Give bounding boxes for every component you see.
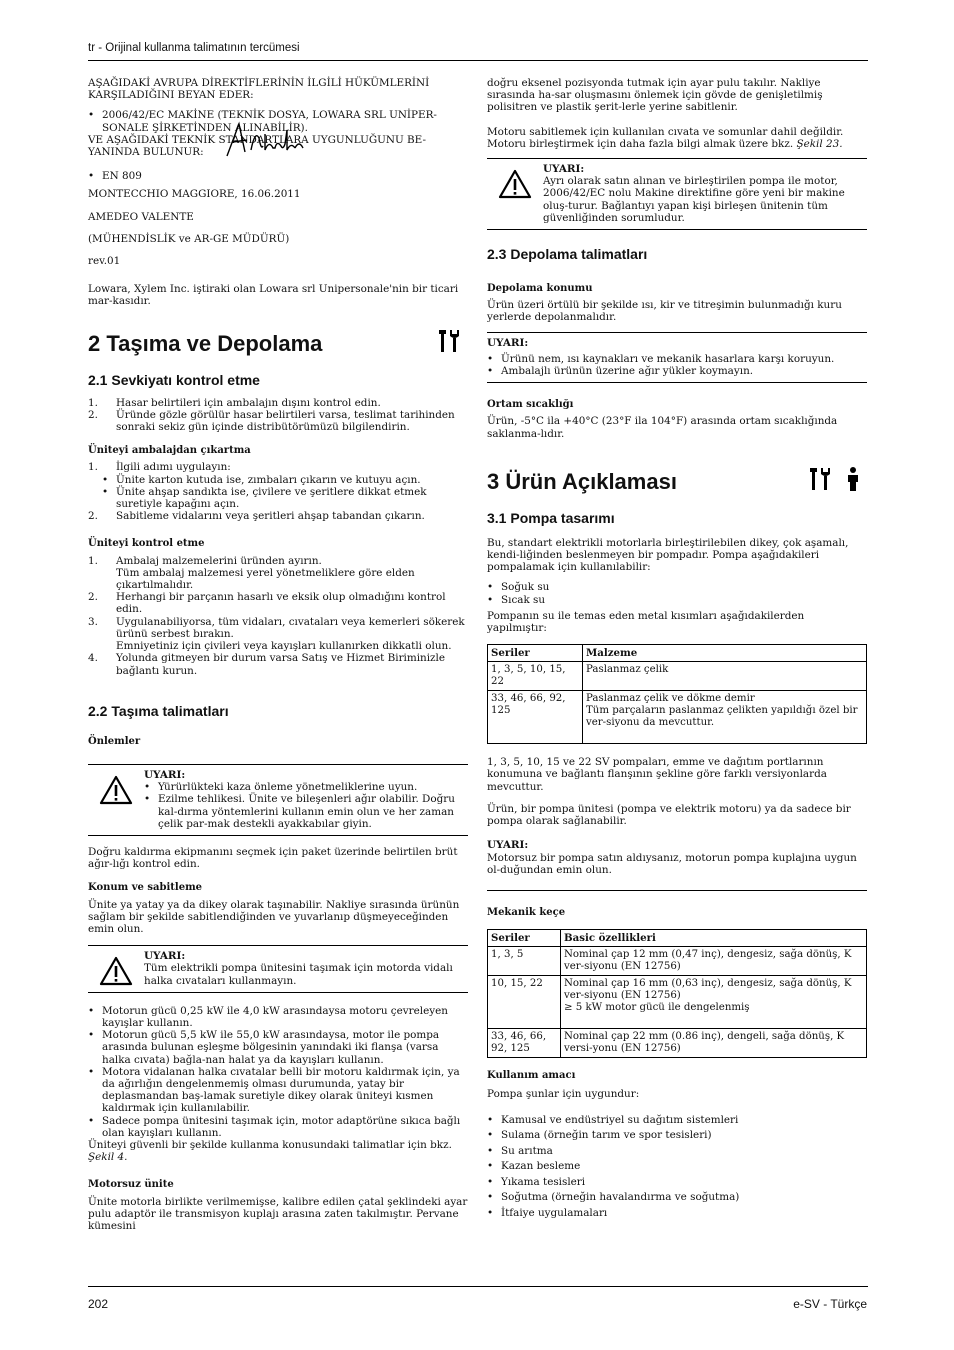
section-2-title: 2 Taşıma ve Depolama [88,330,323,356]
warning-box-plain [487,839,867,891]
ambient-text: Ürün, -5°C ila +40°C (23°F ila 104°F) arasında ortam sıcaklığında saklanma-lıdır. [487,415,838,440]
check-unit-title: Üniteyi kontrol etme [88,538,205,550]
table-cell: Nominal çap 12 mm (0,47 inç), dengesiz, sağa dönüş, K ver-siyonu (EN 12756) [561,947,867,976]
intended-use-text: Pompa şunlar için uygundur: [487,1088,640,1101]
versions-text: 1, 3, 5, 10, 15 ve 22 SV pompaları, emme ve dağıtım portlarının konumuna ve bağlantı flanşının şekline göre farklı versiyonlarda mevcuttur. [487,756,827,793]
table-cell: 1, 3, 5, 10, 15, 22 [488,662,583,691]
mechanical-seal-title: Mekanik keçe [487,906,566,918]
section-3-title: 3 Ürün Açıklaması [487,468,677,494]
position-text: Ünite ya yatay ya da dikey olarak taşınabilir. Nakliye sırasında ürünün sağlam bir şekilde sabitlendiğinden ve yuvarlanıp düşmeyeceğinden emin olun. [88,898,460,935]
warning-box [88,945,468,993]
list-item: • Soğutma (örneğin havalandırma ve soğutma) [487,1190,867,1206]
table-row [488,947,867,976]
standards-text: VE AŞAĞIDAKİ TEKNİK STANDARTLARA UYGUNLUĞUNU BE-YANINDA BULUNUR: [88,133,426,159]
list-item: 2. Üründe gözle görülür hasar belirtileri varsa, teslimat tarihinden sonraki sekiz gün içinde distribütörümüzü bilgilendirin. [88,408,455,434]
continued-text: doğru eksenel pozisyonda tutmak için ayar pulu takılır. Nakliye sırasında ha-sar oluşmasını önlemek için gövde de genişletilmiş polisitren ve plastik şerit-lerle yerine sabitlenir. [487,77,823,114]
materials-table [487,644,867,744]
header-rule [88,60,868,61]
list-item: • Motorun gücü 0,25 kW ile 4,0 kW arasındaysa motoru çevreleyen kayışlar kullanın. [88,1005,468,1029]
list-item: • Kamusal ve endüstriyel su dağıtım sistemleri [487,1113,867,1129]
precautions-title: Önlemler [88,735,141,747]
unpack-title: Üniteyi ambalajdan çıkartma [88,445,251,457]
footer-rule [88,1286,868,1287]
list-item: • Motora vidalanan halka cıvatalar belli bir motoru kaldırmak için, ya da ağırlığın dengelenmemiş olması durumunda, yatay bir deplasmandan baş-lamak suretiyle dikey olarak üniteyi kısmen kaldırmak için kullanılabilir. [88,1066,468,1115]
warning-icon [88,769,144,830]
warning-list [144,781,468,830]
list-item: • Yürürlükteki kaza önleme yönetmeliklerine uyun. [144,781,468,793]
trademark-text: Lowara, Xylem Inc. iştiraki olan Lowara srl Unipersonale'nin bir ticari mar-kasıdır. [88,283,459,308]
list-item: • Su arıtma [487,1144,867,1160]
check-unit-list [88,555,468,677]
tools-person-icon [809,466,865,498]
signer-role: (MÜHENDİSLİK ve AR-GE MÜDÜRÜ) [88,232,290,245]
column-header: Malzeme [583,645,867,662]
list-item: 1. İlgili adımı uygulayın: • Ünite karton kutuda ise, zımbaları çıkarın ve kutuyu açın. • Ünite ahşap sandıkta ise, çivilere ve şeritlere dikkat etmek suretiyle kapağını açın. [88,461,468,510]
list-item: • Ünite ahşap sandıkta ise, çivilere ve şeritlere dikkat etmek suretiyle kapağını açın. [88,486,468,510]
table-cell: 1, 3, 5 [488,947,561,976]
list-item: • İtfaiye uygulamaları [487,1206,867,1222]
safe-handling-text: Üniteyi güvenli bir şekilde kullanma konusundaki talimatlar için bkz. Şekil 4. [88,1138,452,1164]
table-cell: Paslanmaz çelik [583,662,867,691]
table-cell: 10, 15, 22 [488,976,561,1029]
motor-lifting-list [88,1005,468,1139]
declaration-text: AŞAĞIDAKİ AVRUPA DİREKTİFLERİNİN İLGİLİ HÜKÜMLERİNİ KARŞILADIĞINI BEYAN EDER: [88,77,430,102]
left-column [88,77,468,1232]
warning-title: UYARI: [487,839,529,852]
document-label: e-SV - Türkçe [793,1297,867,1311]
intended-use-list [487,1113,867,1222]
ambient-title: Ortam sıcaklığı [487,399,574,411]
bolts-text: Motoru sabitlemek için kullanılan cıvata ve somunlar dahil değildir. Motoru birleştirmek için daha fazla bilgi almak üzere bkz. Şekil 23. [487,125,844,150]
directive-item: • 2006/42/EC MAKİNE (TEKNİK DOSYA, LOWARA SRL UNİPER-SONALE ŞİRKETİNDEN ALINABİLİR). [88,109,462,133]
revision: rev.01 [88,255,121,268]
standards-list [88,170,468,182]
table-row [488,662,867,691]
column-header: Basic özellikleri [561,930,867,947]
warning-title: UYARI: [144,768,186,781]
column-header: Seriler [488,930,561,947]
warning-list [487,353,867,377]
warning-box [88,764,468,836]
list-item: 2. Herhangi bir parçanın hasarlı ve eksik olup olmadığını kontrol edin. [88,591,446,616]
design-text: Bu, standart elektrikli motorlarla birleştirilebilen dikey, çok aşamalı, kendi-liğinden beslenmeyen bir pompadır. Pompa aşağıdakileri pompalamak için kullanılabilir: [487,536,849,574]
list-item: • Motorun gücü 5,5 kW ile 55,0 kW arasındaysa, motor ile pompa arasında bulunan eşleşme bölgesinin yanındaki iki flanşa (varsa halka cıvata) bağla-nan halat ya da kayışları kullanın. [88,1029,468,1066]
supply-text: Ürün, bir pompa ünitesi (pompa ve elektrik motoru) ya da sadece bir pompa olarak sağlanabilir. [487,802,851,828]
table-header-row [488,645,867,662]
table-cell: 33, 46, 66, 92, 125 [488,691,583,744]
warning-title: UYARI: [487,336,529,349]
tools-icon [438,328,460,360]
signature-image [225,120,315,163]
page-number: 202 [88,1297,109,1311]
list-item: 4. Yolunda gitmeyen bir durum varsa Satış ve Hizmet Biriminizle bağlantı kurun. [88,652,445,677]
list-item: 1. Hasar belirtileri için ambalajın dışını kontrol edin. [88,396,381,409]
section-2-heading [88,328,468,360]
standard-item: • EN 809 [88,170,468,182]
signer-name: AMEDEO VALENTE [88,210,194,223]
table-cell: Nominal çap 16 mm (0,63 inç), dengesiz, sağa dönüş, K ver-siyonu (EN 12756) ≥ 5 kW motor gücü ile dengelenmiş [561,976,867,1029]
intended-use-title: Kullanım amacı [487,1070,576,1082]
figure-reference: Şekil 4. [88,1151,128,1164]
header-title: tr - Orijinal kullanma talimatının tercümesi [88,42,300,54]
right-column [487,77,867,1222]
warning-box-plain [487,332,867,384]
figure-reference: Şekil 23. [796,137,843,150]
section-3-heading [487,466,867,498]
list-item: • Ezilme tehlikesi. Ünite ve bileşenleri ağır olabilir. Doğru kal-dırma yöntemlerini kullanın emin olun ve her zaman çelik par-mak destekli ayakkabılar giyin. [144,793,468,830]
table-header-row [488,930,867,947]
column-header: Seriler [488,645,583,662]
table-row [488,976,867,1029]
warning-box [487,158,867,230]
list-item: 2. Sabitleme vidalarını veya şeritleri ahşap tabandan çıkarın. [88,510,425,523]
lift-text: Doğru kaldırma ekipmanını seçmek için paket üzerinde belirtilen brüt ağır-lığı kontrol edin. [88,845,458,871]
section-2-3-title: 2.3 Depolama talimatları [487,246,648,263]
storage-location-title: Depolama konumu [487,283,593,295]
warning-title: UYARI: [543,163,585,176]
shipment-check-list [88,397,468,434]
table-cell: Nominal çap 22 mm (0.86 inç), dengeli, sağa dönüş, K versi-yonu (EN 12756) [561,1029,867,1058]
fluids-list [487,581,867,605]
no-motor-title: Motorsuz ünite [88,1179,174,1191]
list-item: 3. Uygulanabiliyorsa, tüm vidaları, cıvataları veya kemerleri sökerek ürünü serbest bırakın. Emniyetiniz için çivileri veya kayışları kullanırken dikkatli olun. [88,615,465,653]
list-item: • Ambalajlı ürünün üzerine ağır yükler koymayın. [487,365,867,377]
section-3-1-title: 3.1 Pompa tasarımı [487,509,615,526]
mechanical-seal-table [487,929,867,1058]
list-item: • Sadece pompa ünitesini taşımak için, motor adaptörüne sıkıca bağlı olan kayışları kullanın. [88,1115,468,1139]
table-cell: Paslanmaz çelik ve dökme demir Tüm parçaların paslanmaz çelikten yapıldığı özel bir ver-siyonu da mevcuttur. [583,691,867,744]
unpack-list [88,461,468,522]
metal-parts-text: Pompanın su ile temas eden metal kısımları aşağıdakilerden yapılmıştır: [487,609,805,635]
list-item: • Kazan besleme [487,1159,867,1175]
warning-text: Tüm elektrikli pompa ünitesini taşımak için motorda vidalı halka cıvataları kullanmayın. [144,962,453,987]
table-row [488,1029,867,1058]
warning-icon [88,950,144,987]
no-motor-text: Ünite motorla birlikte verilmemişse, kalibre edilen çatal şeklindeki ayar pulu adaptör ile transmisyon kuplajı arasına zaten takılmıştır. Pervane kümesini [88,1195,468,1232]
warning-text: Motorsuz bir pompa satın aldıysanız, motorun pompa kuplajına uygun ol-duğundan emin olun. [487,851,857,876]
section-2-2-title: 2.2 Taşıma talimatları [88,702,229,719]
list-item: • Sıcak su [487,594,867,606]
place-date: MONTECCHIO MAGGIORE, 16.06.2011 [88,188,301,201]
section-2-1-title: 2.1 Sevkiyatı kontrol etme [88,371,260,388]
unpack-sublist [88,474,468,511]
list-item: • Sulama (örneğin tarım ve spor tesisleri) [487,1128,867,1144]
storage-location-text: Ürün üzeri örtülü bir şekilde ısı, kir ve titreşimin bulunmadığı kuru yerlerde depolanmalıdır. [487,299,842,324]
warning-title: UYARI: [144,950,186,963]
list-item: • Ürünü nem, ısı kaynakları ve mekanik hasarlara karşı koruyun. [487,353,867,365]
table-row [488,691,867,744]
list-item: 1. Ambalaj malzemelerini üründen ayırın. Tüm ambalaj malzemesi yerel yönetmeliklere göre elden çıkartılmalıdır. [88,554,415,592]
list-item: • Yıkama tesisleri [487,1175,867,1191]
list-item: • Ünite karton kutuda ise, zımbaları çıkarın ve kutuyu açın. [88,474,468,486]
warning-icon [487,163,543,224]
table-cell: 33, 46, 66, 92, 125 [488,1029,561,1058]
position-title: Konum ve sabitleme [88,882,203,894]
list-item: • Soğuk su [487,581,867,593]
warning-text: Ayrı olarak satın alınan ve birleştirilen pompa ile motor, 2006/42/EC nolu Makine direktifine göre yeni bir makine oluş-turur. Bağlantıyı yapan kişi birleşen ünitenin tüm güvenliğinden sorumludur. [543,175,845,224]
